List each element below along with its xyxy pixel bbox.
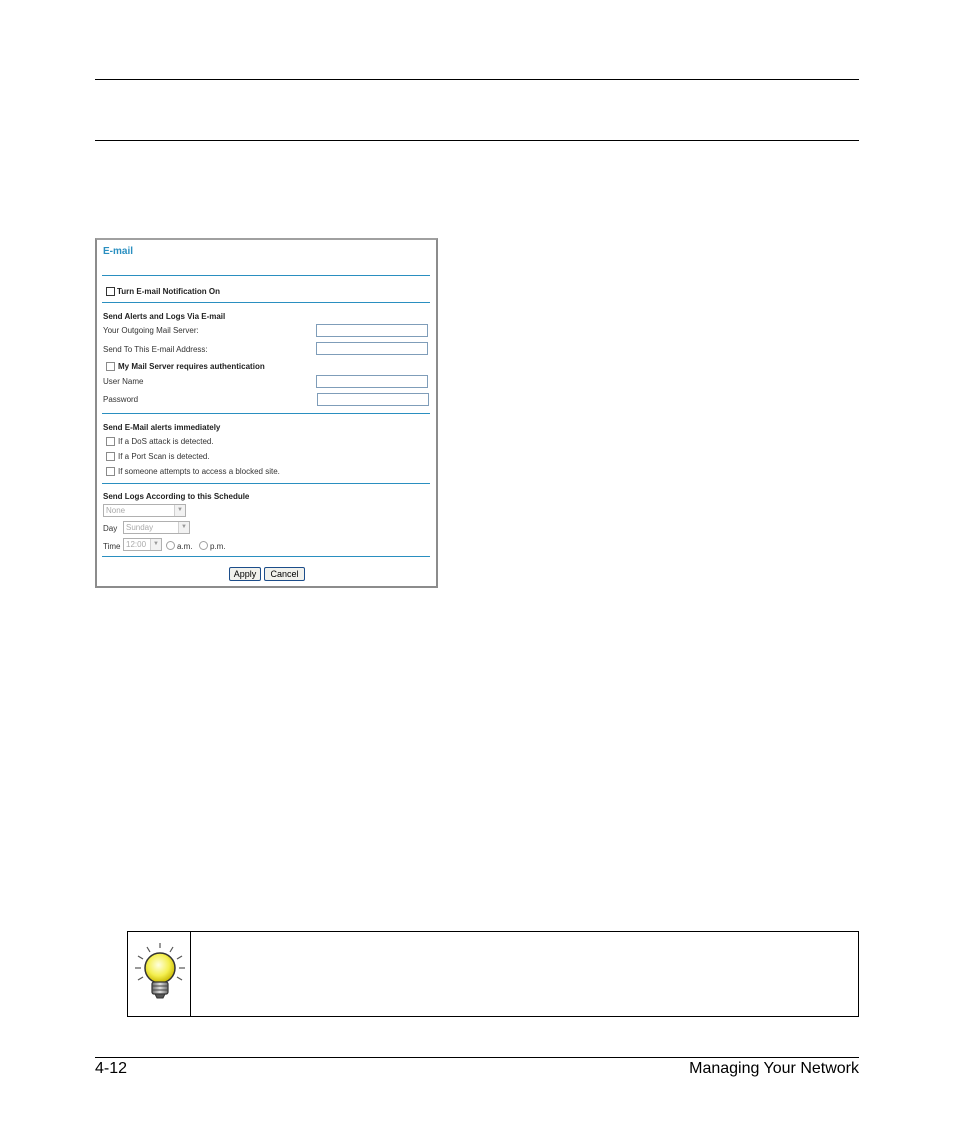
schedule-heading: Send Logs According to this Schedule	[103, 492, 250, 501]
port-scan-label: If a Port Scan is detected.	[118, 452, 210, 461]
auth-required-checkbox[interactable]	[106, 362, 115, 371]
blocked-site-checkbox[interactable]	[106, 467, 115, 476]
chevron-down-icon: ▼	[178, 522, 189, 533]
email-settings-panel	[95, 238, 438, 588]
section-divider	[102, 556, 430, 557]
tip-box	[127, 931, 859, 1017]
pm-label: p.m.	[210, 542, 226, 551]
immediate-alerts-heading: Send E-Mail alerts immediately	[103, 423, 221, 432]
section-title: Managing Your Network	[689, 1060, 859, 1077]
header-rule-bottom	[95, 140, 859, 141]
section-divider	[102, 483, 430, 484]
send-to-label: Send To This E-mail Address:	[103, 345, 208, 354]
outgoing-server-label: Your Outgoing Mail Server:	[103, 326, 199, 335]
email-notification-label: Turn E-mail Notification On	[117, 287, 220, 296]
day-label: Day	[103, 524, 118, 533]
light-bulb-icon	[134, 942, 186, 1002]
user-name-label: User Name	[103, 377, 144, 386]
dos-attack-checkbox[interactable]	[106, 437, 115, 446]
port-scan-checkbox[interactable]	[106, 452, 115, 461]
am-label: a.m.	[177, 542, 193, 551]
header-rule-top	[95, 79, 859, 80]
send-to-email-input[interactable]	[316, 342, 428, 355]
password-label: Password	[103, 395, 139, 404]
apply-button[interactable]: Apply	[229, 567, 261, 581]
section-divider	[102, 275, 430, 276]
password-input[interactable]	[317, 393, 429, 406]
alerts-logs-heading: Send Alerts and Logs Via E-mail	[103, 312, 226, 321]
time-select[interactable]	[123, 538, 162, 551]
email-notification-checkbox[interactable]	[106, 287, 115, 296]
section-divider	[102, 413, 430, 414]
auth-required-label: My Mail Server requires authentication	[118, 362, 265, 371]
chevron-down-icon: ▼	[150, 539, 161, 550]
day-select[interactable]	[123, 521, 190, 534]
day-value: Sunday	[126, 523, 154, 532]
page-number: 4-12	[95, 1060, 128, 1077]
outgoing-server-input[interactable]	[316, 324, 428, 337]
am-radio[interactable]	[166, 541, 175, 550]
section-divider	[102, 302, 430, 303]
schedule-frequency-select[interactable]	[103, 504, 186, 517]
footer-rule	[95, 1057, 859, 1058]
user-name-input[interactable]	[316, 375, 428, 388]
time-value: 12:00	[126, 540, 147, 549]
schedule-frequency-value: None	[106, 506, 126, 515]
dos-attack-label: If a DoS attack is detected.	[118, 437, 214, 446]
panel-title: E-mail	[103, 246, 134, 257]
tip-divider	[190, 932, 191, 1016]
pm-radio[interactable]	[199, 541, 208, 550]
cancel-button[interactable]: Cancel	[264, 567, 305, 581]
blocked-site-label: If someone attempts to access a blocked site.	[118, 467, 280, 476]
time-label: Time	[103, 542, 121, 551]
chevron-down-icon: ▼	[174, 505, 185, 516]
